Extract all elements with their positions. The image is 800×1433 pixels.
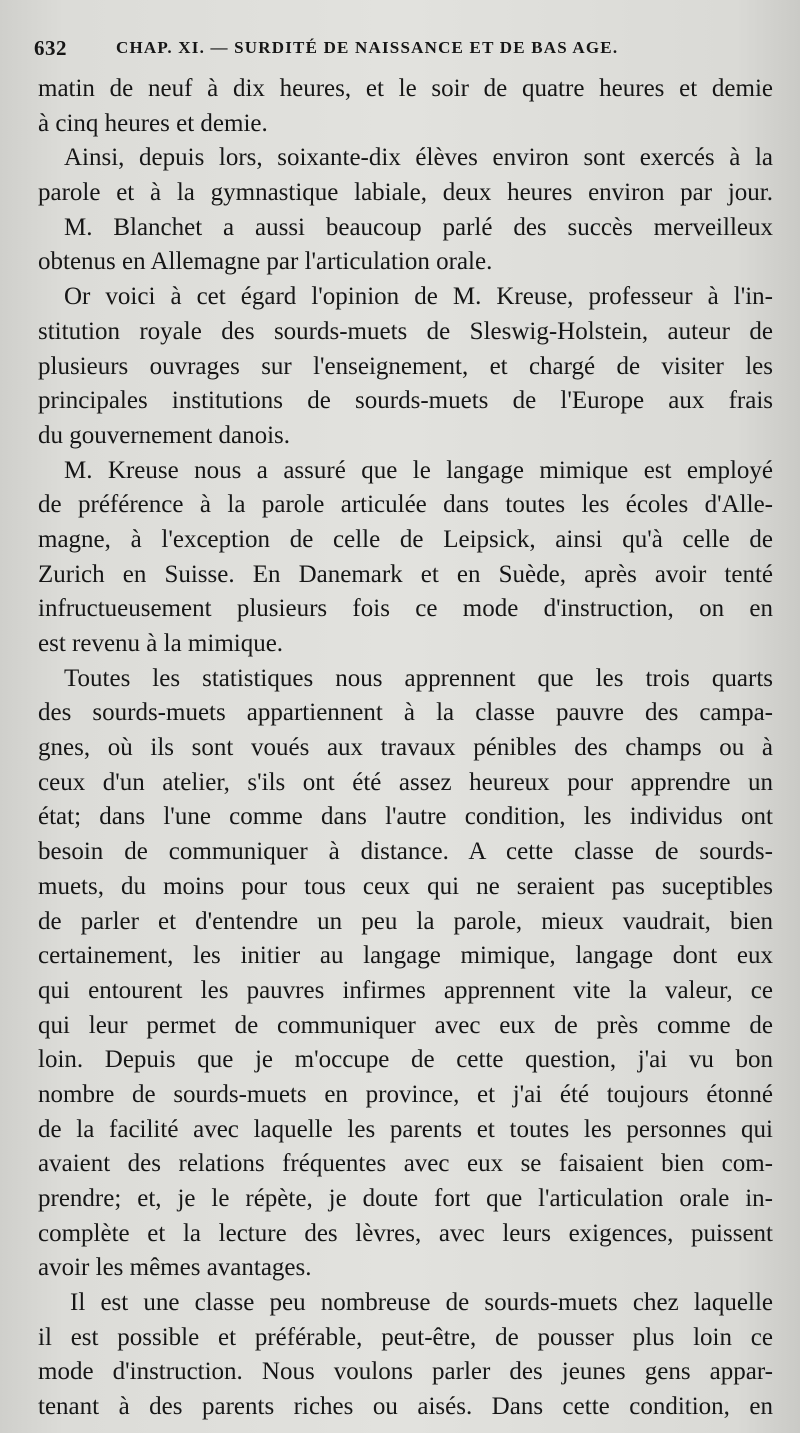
text-line: plusieurs ouvrages sur l'enseignement, et chargé de visiter les	[38, 352, 773, 380]
text-line: tenant à des parents riches ou aisés. Dans cette condition, en	[38, 1393, 773, 1421]
text-line: il est possible et préférable, peut-être, de pousser plus loin ce	[38, 1323, 773, 1351]
running-title: CHAP. XI. — SURDITÉ DE NAISSANCE ET DE BAS AGE.	[116, 38, 619, 57]
text-line: gnes, où ils sont voués aux travaux pénibles des champs ou à	[38, 734, 773, 762]
paragraph-first-line: Or voici à cet égard l'opinion de M. Kreuse, professeur à l'in-	[64, 283, 773, 311]
paragraph-first-line: M. Blanchet a aussi beaucoup parlé des succès merveilleux	[64, 213, 773, 241]
text-line: parole et à la gymnastique labiale, deux heures environ par jour.	[38, 179, 773, 207]
text-line: principales institutions de sourds-muets de l'Europe aux frais	[38, 387, 773, 415]
text-line: de la facilité avec laquelle les parents et toutes les personnes qui	[38, 1115, 773, 1143]
text-line: muets, du moins pour tous ceux qui ne seraient pas suceptibles	[38, 872, 773, 900]
text-line: obtenus en Allemagne par l'articulation orale.	[38, 248, 493, 276]
text-line: du gouvernement danois.	[38, 421, 291, 449]
text-line: magne, à l'exception de celle de Leipsick, ainsi qu'à celle de	[38, 525, 773, 553]
running-header	[34, 36, 774, 66]
text-line: à cinq heures et demie.	[38, 109, 268, 137]
text-line: nombre de sourds-muets en province, et j'ai été toujours étonné	[38, 1080, 773, 1108]
text-line: est revenu à la mimique.	[38, 630, 284, 657]
text-line: Zurich en Suisse. En Danemark et en Suède, après avoir tenté	[38, 560, 773, 588]
paragraph-first-line: M. Kreuse nous a assuré que le langage mimique est employé	[64, 456, 773, 484]
text-line: ceux d'un atelier, s'ils ont été assez heureux pour apprendre un	[38, 768, 773, 796]
text-line: stitution royale des sourds-muets de Sleswig-Holstein, auteur de	[38, 317, 773, 345]
text-line: infructueusement plusieurs fois ce mode d'instruction, on en	[38, 595, 773, 623]
text-line: certainement, les initier au langage mimique, langage dont eux	[38, 942, 773, 970]
text-line: avaient des relations fréquentes avec eux se faisaient bien com-	[38, 1150, 773, 1178]
paragraph-first-line: Il est une classe peu nombreuse de sourds-muets chez laquelle	[70, 1289, 773, 1317]
text-line: de parler et d'entendre un peu la parole, mieux vaudrait, bien	[38, 907, 773, 935]
text-line: mode d'instruction. Nous voulons parler des jeunes gens appar-	[38, 1358, 773, 1386]
text-line: matin de neuf à dix heures, et le soir de quatre heures et demie	[38, 75, 773, 102]
paragraph-first-line: Toutes les statistiques nous apprennent que les trois quarts	[64, 664, 773, 692]
text-line: qui entourent les pauvres infirmes apprennent vite la valeur, ce	[38, 976, 773, 1004]
text-line: loin. Depuis que je m'occupe de cette question, j'ai vu bon	[38, 1046, 773, 1074]
text-line: prendre; et, je le répète, je doute fort que l'articulation orale in-	[38, 1185, 773, 1212]
body-text	[38, 72, 773, 1425]
text-line: complète et la lecture des lèvres, avec leurs exigences, puissent	[38, 1219, 773, 1247]
text-line: des sourds-muets appartiennent à la classe pauvre des campa-	[38, 699, 773, 727]
page-number: 632	[34, 36, 67, 60]
text-line: de préférence à la parole articulée dans toutes les écoles d'Alle-	[38, 491, 773, 519]
text-line: avoir les mêmes avantages.	[38, 1254, 312, 1282]
paragraph-first-line: Ainsi, depuis lors, soixante-dix élèves environ sont exercés à la	[64, 144, 773, 172]
text-line: qui leur permet de communiquer avec eux de près comme de	[38, 1011, 773, 1039]
text-line: besoin de communiquer à distance. A cette classe de sourds-	[38, 838, 773, 866]
text-line: état; dans l'une comme dans l'autre condition, les individus ont	[38, 803, 773, 831]
